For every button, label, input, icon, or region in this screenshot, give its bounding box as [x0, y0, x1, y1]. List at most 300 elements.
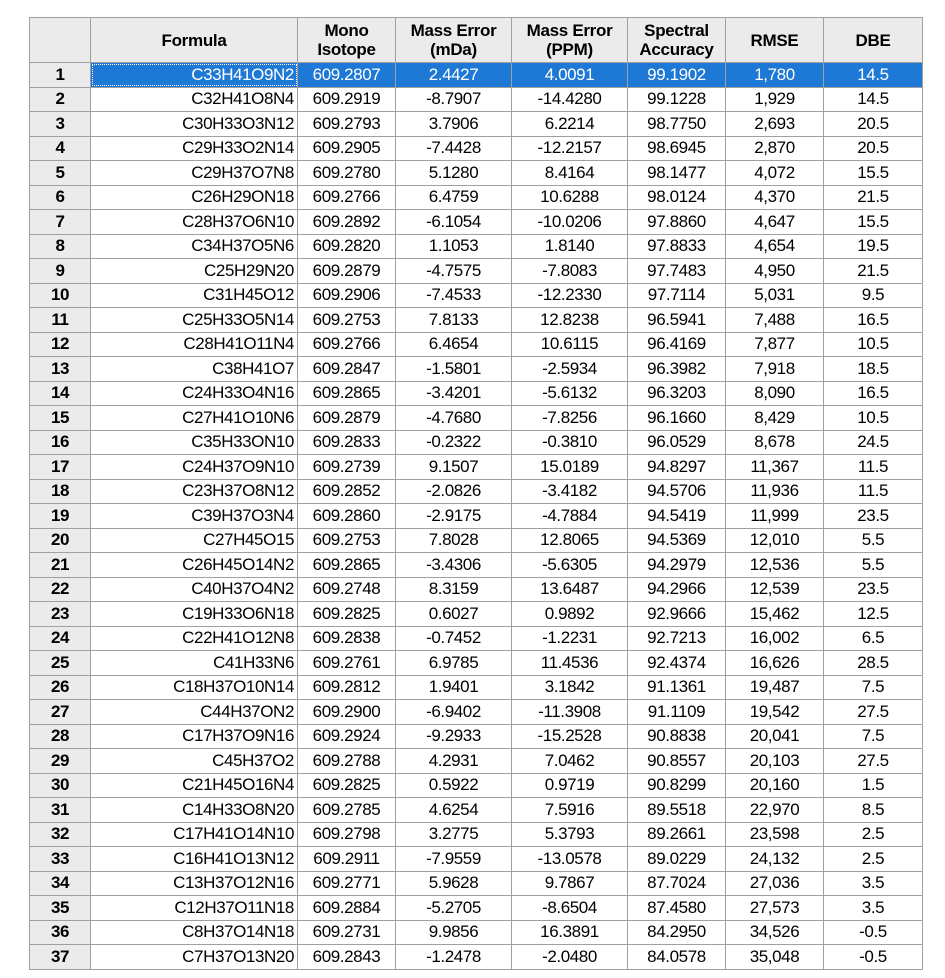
cell-mda[interactable]: 8.3159: [396, 577, 512, 602]
cell-spec[interactable]: 94.2966: [628, 577, 726, 602]
cell-mda[interactable]: 7.8028: [396, 528, 512, 553]
table-row[interactable]: [30, 259, 923, 284]
cell-ppm[interactable]: -3.4182: [512, 479, 628, 504]
cell-dbe[interactable]: 11.5: [824, 455, 923, 480]
cell-mda[interactable]: 7.8133: [396, 308, 512, 333]
table-row[interactable]: [30, 773, 923, 798]
cell-formula[interactable]: C18H37O10N14: [91, 675, 298, 700]
cell-mono[interactable]: 609.2807: [298, 63, 396, 88]
table-row[interactable]: [30, 479, 923, 504]
table-row[interactable]: [30, 210, 923, 235]
cell-ppm[interactable]: -14.4280: [512, 87, 628, 112]
table-row[interactable]: [30, 896, 923, 921]
row-header[interactable]: 9: [30, 259, 91, 284]
table-row[interactable]: [30, 112, 923, 137]
cell-spec[interactable]: 94.8297: [628, 455, 726, 480]
row-header[interactable]: 15: [30, 406, 91, 431]
cell-formula[interactable]: C7H37O13N20: [91, 945, 298, 970]
table-row[interactable]: [30, 63, 923, 88]
row-header[interactable]: 13: [30, 357, 91, 382]
cell-spec[interactable]: 90.8299: [628, 773, 726, 798]
row-header[interactable]: 2: [30, 87, 91, 112]
cell-ppm[interactable]: 5.3793: [512, 822, 628, 847]
cell-formula[interactable]: C39H37O3N4: [91, 504, 298, 529]
cell-rmse[interactable]: 20,041: [726, 724, 824, 749]
row-header[interactable]: 16: [30, 430, 91, 455]
cell-mda[interactable]: 1.9401: [396, 675, 512, 700]
cell-ppm[interactable]: 10.6288: [512, 185, 628, 210]
row-header[interactable]: 30: [30, 773, 91, 798]
table-row[interactable]: [30, 651, 923, 676]
cell-ppm[interactable]: -11.3908: [512, 700, 628, 725]
cell-dbe[interactable]: 21.5: [824, 259, 923, 284]
cell-spec[interactable]: 96.3203: [628, 381, 726, 406]
cell-mda[interactable]: -7.4533: [396, 283, 512, 308]
cell-formula[interactable]: C21H45O16N4: [91, 773, 298, 798]
cell-spec[interactable]: 89.2661: [628, 822, 726, 847]
table-row[interactable]: [30, 602, 923, 627]
table-row[interactable]: [30, 700, 923, 725]
cell-mda[interactable]: 0.5922: [396, 773, 512, 798]
cell-mda[interactable]: 3.2775: [396, 822, 512, 847]
table-row[interactable]: [30, 945, 923, 970]
cell-mda[interactable]: 4.6254: [396, 798, 512, 823]
column-header-dbe[interactable]: [824, 18, 923, 63]
cell-formula[interactable]: C17H41O14N10: [91, 822, 298, 847]
row-header[interactable]: 23: [30, 602, 91, 627]
column-header-mono[interactable]: [298, 18, 396, 63]
row-header[interactable]: 32: [30, 822, 91, 847]
cell-dbe[interactable]: 21.5: [824, 185, 923, 210]
cell-mda[interactable]: -1.2478: [396, 945, 512, 970]
table-row[interactable]: [30, 332, 923, 357]
cell-spec[interactable]: 92.4374: [628, 651, 726, 676]
cell-mono[interactable]: 609.2905: [298, 136, 396, 161]
row-header[interactable]: 25: [30, 651, 91, 676]
cell-rmse[interactable]: 16,002: [726, 626, 824, 651]
cell-formula[interactable]: C17H37O9N16: [91, 724, 298, 749]
cell-mono[interactable]: 609.2892: [298, 210, 396, 235]
cell-rmse[interactable]: 12,536: [726, 553, 824, 578]
cell-rmse[interactable]: 2,693: [726, 112, 824, 137]
cell-formula[interactable]: C19H33O6N18: [91, 602, 298, 627]
cell-dbe[interactable]: 6.5: [824, 626, 923, 651]
cell-rmse[interactable]: 19,542: [726, 700, 824, 725]
cell-formula[interactable]: C41H33N6: [91, 651, 298, 676]
cell-formula[interactable]: C44H37ON2: [91, 700, 298, 725]
cell-mda[interactable]: -0.2322: [396, 430, 512, 455]
row-header[interactable]: 36: [30, 920, 91, 945]
row-header[interactable]: 27: [30, 700, 91, 725]
cell-mda[interactable]: -9.2933: [396, 724, 512, 749]
cell-formula[interactable]: C32H41O8N4: [91, 87, 298, 112]
cell-rmse[interactable]: 24,132: [726, 847, 824, 872]
cell-formula[interactable]: C25H29N20: [91, 259, 298, 284]
column-header-spec[interactable]: [628, 18, 726, 63]
cell-spec[interactable]: 96.0529: [628, 430, 726, 455]
cell-dbe[interactable]: 12.5: [824, 602, 923, 627]
cell-mono[interactable]: 609.2919: [298, 87, 396, 112]
row-header[interactable]: 11: [30, 308, 91, 333]
cell-mono[interactable]: 609.2865: [298, 553, 396, 578]
table-row[interactable]: [30, 234, 923, 259]
cell-spec[interactable]: 98.7750: [628, 112, 726, 137]
cell-dbe[interactable]: 20.5: [824, 112, 923, 137]
cell-dbe[interactable]: 28.5: [824, 651, 923, 676]
cell-formula[interactable]: C29H33O2N14: [91, 136, 298, 161]
table-row[interactable]: [30, 798, 923, 823]
cell-mda[interactable]: 3.7906: [396, 112, 512, 137]
cell-rmse[interactable]: 4,654: [726, 234, 824, 259]
cell-formula[interactable]: C27H41O10N6: [91, 406, 298, 431]
cell-rmse[interactable]: 7,918: [726, 357, 824, 382]
cell-spec[interactable]: 89.0229: [628, 847, 726, 872]
table-row[interactable]: [30, 283, 923, 308]
cell-dbe[interactable]: 9.5: [824, 283, 923, 308]
cell-spec[interactable]: 98.6945: [628, 136, 726, 161]
row-header[interactable]: 8: [30, 234, 91, 259]
cell-dbe[interactable]: 3.5: [824, 871, 923, 896]
cell-mono[interactable]: 609.2852: [298, 479, 396, 504]
cell-spec[interactable]: 94.5419: [628, 504, 726, 529]
column-header-mda[interactable]: [396, 18, 512, 63]
cell-mono[interactable]: 609.2900: [298, 700, 396, 725]
row-header[interactable]: 34: [30, 871, 91, 896]
cell-dbe[interactable]: 15.5: [824, 210, 923, 235]
cell-mono[interactable]: 609.2771: [298, 871, 396, 896]
cell-rmse[interactable]: 27,036: [726, 871, 824, 896]
cell-rmse[interactable]: 7,877: [726, 332, 824, 357]
cell-spec[interactable]: 94.5369: [628, 528, 726, 553]
row-header[interactable]: 12: [30, 332, 91, 357]
cell-ppm[interactable]: -5.6132: [512, 381, 628, 406]
row-header[interactable]: 5: [30, 161, 91, 186]
cell-ppm[interactable]: 3.1842: [512, 675, 628, 700]
cell-formula[interactable]: C34H37O5N6: [91, 234, 298, 259]
cell-mda[interactable]: -6.9402: [396, 700, 512, 725]
row-header[interactable]: 20: [30, 528, 91, 553]
cell-ppm[interactable]: -7.8083: [512, 259, 628, 284]
cell-dbe[interactable]: 23.5: [824, 504, 923, 529]
table-row[interactable]: [30, 822, 923, 847]
cell-mono[interactable]: 609.2780: [298, 161, 396, 186]
row-header[interactable]: 18: [30, 479, 91, 504]
cell-spec[interactable]: 96.4169: [628, 332, 726, 357]
cell-formula[interactable]: C8H37O14N18: [91, 920, 298, 945]
cell-dbe[interactable]: 8.5: [824, 798, 923, 823]
cell-dbe[interactable]: 24.5: [824, 430, 923, 455]
row-header[interactable]: 26: [30, 675, 91, 700]
cell-formula[interactable]: C28H41O11N4: [91, 332, 298, 357]
corner-cell[interactable]: [30, 18, 91, 63]
cell-dbe[interactable]: -0.5: [824, 920, 923, 945]
cell-spec[interactable]: 91.1109: [628, 700, 726, 725]
cell-formula[interactable]: C26H29ON18: [91, 185, 298, 210]
cell-ppm[interactable]: 12.8238: [512, 308, 628, 333]
cell-mda[interactable]: 0.6027: [396, 602, 512, 627]
cell-rmse[interactable]: 11,936: [726, 479, 824, 504]
cell-ppm[interactable]: -4.7884: [512, 504, 628, 529]
cell-mda[interactable]: -4.7575: [396, 259, 512, 284]
cell-formula[interactable]: C28H37O6N10: [91, 210, 298, 235]
cell-formula[interactable]: C16H41O13N12: [91, 847, 298, 872]
cell-mda[interactable]: -2.0826: [396, 479, 512, 504]
cell-dbe[interactable]: 2.5: [824, 822, 923, 847]
table-row[interactable]: [30, 920, 923, 945]
cell-mono[interactable]: 609.2865: [298, 381, 396, 406]
cell-dbe[interactable]: 27.5: [824, 700, 923, 725]
cell-rmse[interactable]: 27,573: [726, 896, 824, 921]
cell-rmse[interactable]: 1,780: [726, 63, 824, 88]
row-header[interactable]: 6: [30, 185, 91, 210]
cell-ppm[interactable]: 12.8065: [512, 528, 628, 553]
cell-spec[interactable]: 84.0578: [628, 945, 726, 970]
cell-spec[interactable]: 96.3982: [628, 357, 726, 382]
table-row[interactable]: [30, 357, 923, 382]
cell-mono[interactable]: 609.2812: [298, 675, 396, 700]
table-row[interactable]: [30, 430, 923, 455]
cell-ppm[interactable]: 8.4164: [512, 161, 628, 186]
cell-mono[interactable]: 609.2731: [298, 920, 396, 945]
cell-formula[interactable]: C31H45O12: [91, 283, 298, 308]
cell-mda[interactable]: -6.1054: [396, 210, 512, 235]
table-row[interactable]: [30, 675, 923, 700]
cell-rmse[interactable]: 7,488: [726, 308, 824, 333]
cell-ppm[interactable]: 6.2214: [512, 112, 628, 137]
cell-mono[interactable]: 609.2785: [298, 798, 396, 823]
cell-mono[interactable]: 609.2843: [298, 945, 396, 970]
cell-mda[interactable]: 2.4427: [396, 63, 512, 88]
cell-ppm[interactable]: -12.2330: [512, 283, 628, 308]
cell-mda[interactable]: -4.7680: [396, 406, 512, 431]
cell-dbe[interactable]: 27.5: [824, 749, 923, 774]
cell-rmse[interactable]: 12,010: [726, 528, 824, 553]
cell-spec[interactable]: 97.8860: [628, 210, 726, 235]
cell-rmse[interactable]: 35,048: [726, 945, 824, 970]
cell-ppm[interactable]: -2.0480: [512, 945, 628, 970]
table-row[interactable]: [30, 577, 923, 602]
cell-spec[interactable]: 98.1477: [628, 161, 726, 186]
cell-formula[interactable]: C27H45O15: [91, 528, 298, 553]
cell-spec[interactable]: 91.1361: [628, 675, 726, 700]
cell-mono[interactable]: 609.2766: [298, 332, 396, 357]
cell-mono[interactable]: 609.2793: [298, 112, 396, 137]
cell-spec[interactable]: 84.2950: [628, 920, 726, 945]
cell-ppm[interactable]: -10.0206: [512, 210, 628, 235]
cell-mda[interactable]: 6.9785: [396, 651, 512, 676]
row-header[interactable]: 1: [30, 63, 91, 88]
cell-mono[interactable]: 609.2753: [298, 308, 396, 333]
cell-rmse[interactable]: 4,647: [726, 210, 824, 235]
cell-ppm[interactable]: 15.0189: [512, 455, 628, 480]
cell-spec[interactable]: 99.1902: [628, 63, 726, 88]
cell-rmse[interactable]: 16,626: [726, 651, 824, 676]
cell-ppm[interactable]: 7.5916: [512, 798, 628, 823]
table-row[interactable]: [30, 504, 923, 529]
cell-dbe[interactable]: 23.5: [824, 577, 923, 602]
cell-spec[interactable]: 99.1228: [628, 87, 726, 112]
cell-rmse[interactable]: 8,090: [726, 381, 824, 406]
cell-formula[interactable]: C40H37O4N2: [91, 577, 298, 602]
cell-dbe[interactable]: 16.5: [824, 308, 923, 333]
cell-mda[interactable]: 9.1507: [396, 455, 512, 480]
cell-mono[interactable]: 609.2766: [298, 185, 396, 210]
cell-rmse[interactable]: 23,598: [726, 822, 824, 847]
cell-ppm[interactable]: 4.0091: [512, 63, 628, 88]
cell-dbe[interactable]: 3.5: [824, 896, 923, 921]
cell-formula[interactable]: C29H37O7N8: [91, 161, 298, 186]
cell-rmse[interactable]: 20,160: [726, 773, 824, 798]
cell-formula[interactable]: C30H33O3N12: [91, 112, 298, 137]
cell-mono[interactable]: 609.2798: [298, 822, 396, 847]
row-header[interactable]: 10: [30, 283, 91, 308]
cell-spec[interactable]: 90.8838: [628, 724, 726, 749]
cell-mda[interactable]: -2.9175: [396, 504, 512, 529]
cell-ppm[interactable]: -8.6504: [512, 896, 628, 921]
cell-mda[interactable]: -5.2705: [396, 896, 512, 921]
cell-formula[interactable]: C12H37O11N18: [91, 896, 298, 921]
cell-mono[interactable]: 609.2838: [298, 626, 396, 651]
cell-mono[interactable]: 609.2788: [298, 749, 396, 774]
cell-rmse[interactable]: 20,103: [726, 749, 824, 774]
cell-mono[interactable]: 609.2761: [298, 651, 396, 676]
cell-ppm[interactable]: 0.9719: [512, 773, 628, 798]
row-header[interactable]: 19: [30, 504, 91, 529]
table-row[interactable]: [30, 847, 923, 872]
row-header[interactable]: 21: [30, 553, 91, 578]
cell-spec[interactable]: 97.7483: [628, 259, 726, 284]
table-row[interactable]: [30, 455, 923, 480]
row-header[interactable]: 22: [30, 577, 91, 602]
cell-formula[interactable]: C24H37O9N10: [91, 455, 298, 480]
cell-spec[interactable]: 87.4580: [628, 896, 726, 921]
cell-formula[interactable]: C26H45O14N2: [91, 553, 298, 578]
cell-rmse[interactable]: 11,999: [726, 504, 824, 529]
row-header[interactable]: 17: [30, 455, 91, 480]
cell-rmse[interactable]: 4,072: [726, 161, 824, 186]
cell-formula[interactable]: C35H33ON10: [91, 430, 298, 455]
column-header-ppm[interactable]: [512, 18, 628, 63]
cell-dbe[interactable]: 14.5: [824, 87, 923, 112]
cell-dbe[interactable]: 10.5: [824, 406, 923, 431]
table-row[interactable]: [30, 136, 923, 161]
cell-mono[interactable]: 609.2884: [298, 896, 396, 921]
cell-mono[interactable]: 609.2753: [298, 528, 396, 553]
cell-ppm[interactable]: 11.4536: [512, 651, 628, 676]
row-header[interactable]: 28: [30, 724, 91, 749]
cell-rmse[interactable]: 15,462: [726, 602, 824, 627]
cell-spec[interactable]: 89.5518: [628, 798, 726, 823]
cell-spec[interactable]: 98.0124: [628, 185, 726, 210]
row-header[interactable]: 37: [30, 945, 91, 970]
table-row[interactable]: [30, 381, 923, 406]
cell-spec[interactable]: 97.7114: [628, 283, 726, 308]
cell-ppm[interactable]: 7.0462: [512, 749, 628, 774]
row-header[interactable]: 4: [30, 136, 91, 161]
cell-dbe[interactable]: 16.5: [824, 381, 923, 406]
cell-mda[interactable]: 1.1053: [396, 234, 512, 259]
table-row[interactable]: [30, 724, 923, 749]
cell-spec[interactable]: 92.9666: [628, 602, 726, 627]
table-row[interactable]: [30, 406, 923, 431]
row-header[interactable]: 24: [30, 626, 91, 651]
row-header[interactable]: 14: [30, 381, 91, 406]
cell-rmse[interactable]: 11,367: [726, 455, 824, 480]
cell-rmse[interactable]: 2,870: [726, 136, 824, 161]
cell-ppm[interactable]: -5.6305: [512, 553, 628, 578]
cell-mda[interactable]: -7.9559: [396, 847, 512, 872]
cell-dbe[interactable]: 5.5: [824, 528, 923, 553]
cell-dbe[interactable]: 14.5: [824, 63, 923, 88]
cell-dbe[interactable]: 5.5: [824, 553, 923, 578]
cell-mda[interactable]: -1.5801: [396, 357, 512, 382]
table-row[interactable]: [30, 161, 923, 186]
column-header-rmse[interactable]: [726, 18, 824, 63]
table-row[interactable]: [30, 553, 923, 578]
cell-rmse[interactable]: 12,539: [726, 577, 824, 602]
cell-dbe[interactable]: 19.5: [824, 234, 923, 259]
cell-ppm[interactable]: 13.6487: [512, 577, 628, 602]
cell-ppm[interactable]: 9.7867: [512, 871, 628, 896]
cell-formula[interactable]: C14H33O8N20: [91, 798, 298, 823]
cell-spec[interactable]: 97.8833: [628, 234, 726, 259]
row-header[interactable]: 7: [30, 210, 91, 235]
table-row[interactable]: [30, 749, 923, 774]
cell-ppm[interactable]: -7.8256: [512, 406, 628, 431]
cell-rmse[interactable]: 8,429: [726, 406, 824, 431]
cell-mda[interactable]: 5.1280: [396, 161, 512, 186]
cell-dbe[interactable]: 1.5: [824, 773, 923, 798]
cell-mono[interactable]: 609.2879: [298, 259, 396, 284]
cell-mda[interactable]: -8.7907: [396, 87, 512, 112]
cell-mono[interactable]: 609.2748: [298, 577, 396, 602]
column-header-formula[interactable]: [91, 18, 298, 63]
cell-mono[interactable]: 609.2825: [298, 602, 396, 627]
cell-formula[interactable]: C38H41O7: [91, 357, 298, 382]
cell-formula[interactable]: C33H41O9N2: [91, 63, 298, 88]
cell-rmse[interactable]: 34,526: [726, 920, 824, 945]
cell-mono[interactable]: 609.2847: [298, 357, 396, 382]
cell-formula[interactable]: C23H37O8N12: [91, 479, 298, 504]
cell-mda[interactable]: 6.4759: [396, 185, 512, 210]
cell-formula[interactable]: C13H37O12N16: [91, 871, 298, 896]
cell-mono[interactable]: 609.2924: [298, 724, 396, 749]
cell-dbe[interactable]: -0.5: [824, 945, 923, 970]
cell-formula[interactable]: C45H37O2: [91, 749, 298, 774]
cell-ppm[interactable]: -12.2157: [512, 136, 628, 161]
cell-mda[interactable]: 6.4654: [396, 332, 512, 357]
cell-mda[interactable]: 4.2931: [396, 749, 512, 774]
cell-dbe[interactable]: 18.5: [824, 357, 923, 382]
cell-dbe[interactable]: 15.5: [824, 161, 923, 186]
cell-mono[interactable]: 609.2739: [298, 455, 396, 480]
cell-mono[interactable]: 609.2860: [298, 504, 396, 529]
cell-dbe[interactable]: 10.5: [824, 332, 923, 357]
table-row[interactable]: [30, 185, 923, 210]
cell-rmse[interactable]: 1,929: [726, 87, 824, 112]
cell-mono[interactable]: 609.2911: [298, 847, 396, 872]
cell-rmse[interactable]: 19,487: [726, 675, 824, 700]
cell-rmse[interactable]: 22,970: [726, 798, 824, 823]
cell-ppm[interactable]: -1.2231: [512, 626, 628, 651]
cell-mono[interactable]: 609.2906: [298, 283, 396, 308]
cell-ppm[interactable]: -13.0578: [512, 847, 628, 872]
cell-spec[interactable]: 87.7024: [628, 871, 726, 896]
row-header[interactable]: 31: [30, 798, 91, 823]
cell-mono[interactable]: 609.2879: [298, 406, 396, 431]
cell-mono[interactable]: 609.2825: [298, 773, 396, 798]
cell-mda[interactable]: 5.9628: [396, 871, 512, 896]
